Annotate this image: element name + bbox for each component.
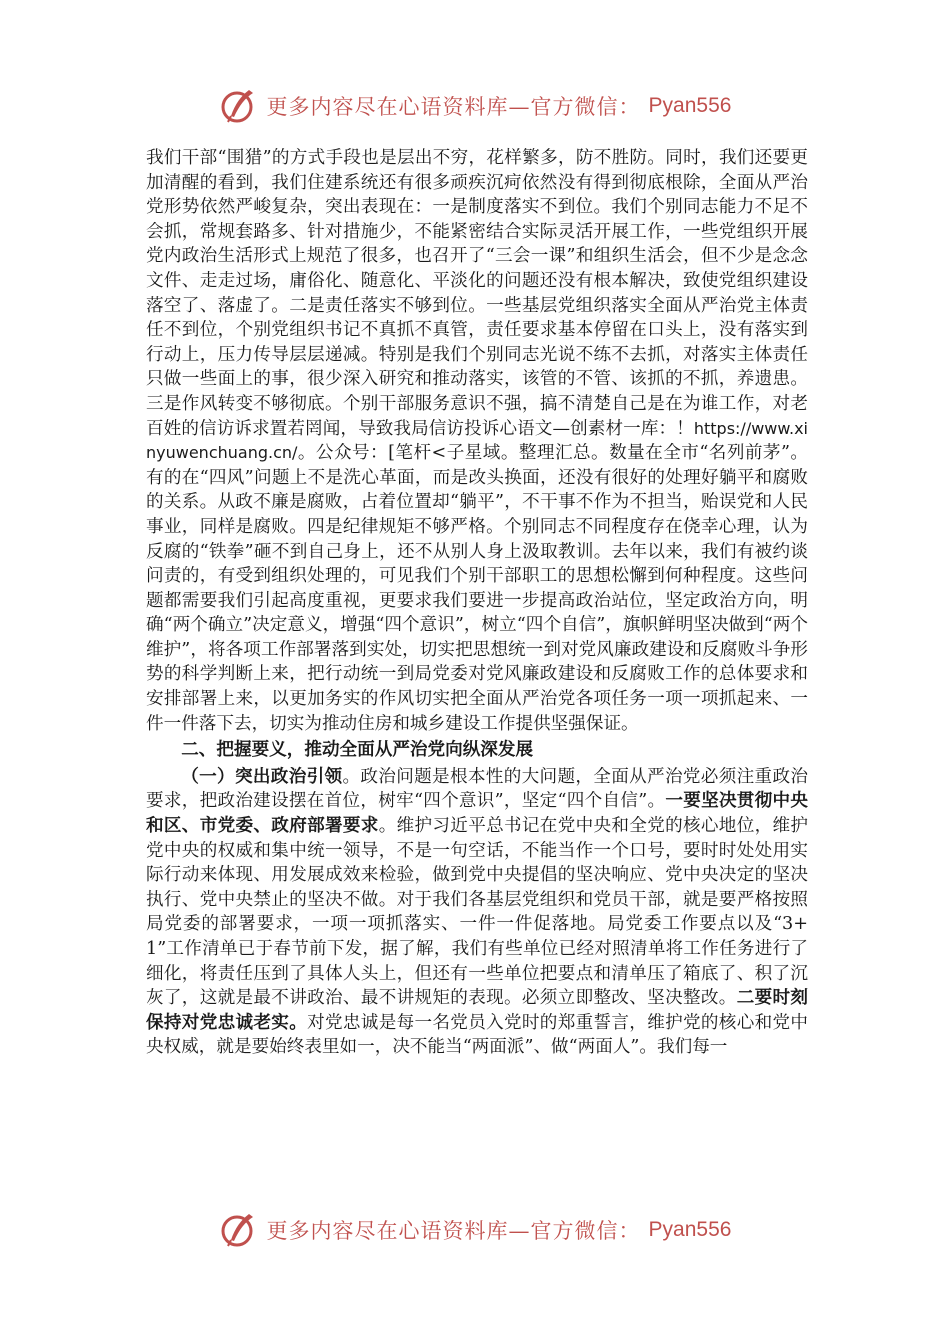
paragraph-text: 。政治问题是根本性的大问题，全面从严治党必须注重政治要求，把政治建设摆在首位，树牢“四个意识”，坚定“四个自信”。 — [146, 766, 808, 812]
section-heading: 二、把握要义，推动全面从严治党向纵深发展 — [181, 739, 534, 761]
banner-wechat-id: Pyan556 — [648, 94, 732, 117]
website-link[interactable]: https://www.xinyuwenchuang.cn/ — [146, 418, 808, 463]
quill-pen-logo-icon — [219, 1210, 259, 1250]
header-banner — [0, 84, 950, 128]
paragraph-text: 我们干部“围猎”的方式手段也是层出不穷，花样繁多，防不胜防。同时，我们还要更加清醒的看到，我们住建系统还有很多顽疾沉疴依然没有得到彻底根除，全面从严治党形势依然严峻复杂，突出表现在：一是制度落实不到位。我们个别同志能力不足不会抓，常规套路多、针对措施少，不能紧密结合实际灵活开展工作，一些党组织开展党内政治生活形式上规范了很多，也召开了“三会一课”和组织生活会，但不少是念念文件、走走过场，庸俗化、随意化、平淡化的问题还没有根本解决，致使党组织建设落空了、落虚了。二是责任落实不够到位。一些基层党组织落实全面从严治党主体责任不到位，个别党组织书记不真抓不真管，责任要求基本停留在口头上，没有落实到行动上，压力传导层层递减。特别是我们个别同志光说不练不去抓，对落实主体责任只做一些面上的事，很少深入研究和推动落实，该管的不管、该抓的不抓，养遗患。三是作风转变不够彻底。个别干部服务意识不强，搞不清楚自己是在为谁工作，对老百姓的信访诉求置若罔闻，导致我局信访投诉心语文—创素材一库：！ — [146, 148, 808, 439]
paragraph-text: 。维护习近平总书记在党中央和全党的核心地位，维护党中央的权威和集中统一领导，不是一句空话，不能当作一个口号，要时时处处用实际行动来体现、用发展成效来检验，做到党中央提倡的坚决响应、党中央决定的坚决执行、党中央禁止的坚决不做。对于我们各基层党组织和党员干部，就是要严格按照局党委的部署要求，一项一项抓落实、一件一件促落地。局党委工作要点以及“3+1”工作清单已于春节前下发，据了解，我们有些单位已经对照清单将工作任务进行了细化，将责任压到了具体人头上，但还有一些单位把要点和清单压了箱底了、积了沉灰了，这就是最不讲政治、最不讲规矩的表现。必须立即整改、坚决整改。 — [146, 816, 808, 1009]
paragraph-text: 对党忠诚是每一名党员入党时的郑重誓言，维护党的核心和党中央权威，就是要始终表里如一，决不能当“两面派”、做“两面人”。我们每一 — [146, 1012, 808, 1058]
quill-pen-logo-icon — [219, 86, 259, 126]
banner-text: 更多内容尽在心语资料库—官方微信： — [266, 95, 641, 119]
paragraph-text: 。公众号：[笔杆<子星域。整理汇总。数量在全市“名列前茅”。有的在“四风”问题上不是洗心革面，而是改头换面，还没有很好的处理好躺平和腐败的关系。从政不廉是腐败，占着位置却“躺平”，不干事不作为不担当，贻误党和人民事业，同样是腐败。四是纪律规矩不够严格。个别同志不同程度存在侥幸心理，认为反腐的“铁拳”砸不到自己身上，还不从别人身上汲取教训。去年以来，我们有被约谈问责的，有受到组织处理的，可见我们个别干部职工的思想松懈到何种程度。这些问题都需要我们引起高度重视，更要求我们要进一步提高政治站位，坚定政治方向，明确“两个确立”决定意义，增强“四个意识”，树立“四个自信”，旗帜鲜明坚决做到“两个维护”，将各项工作部署落到实处，切实把思想统一到对党风廉政建设和反腐败斗争形势的科学判断上来，把行动统一到局党委对党风廉政建设和反腐败工作的总体要求和安排部署上来，以更加务实的作风切实把全面从严治党各项任务一项一项抓起来、一件一件落下去，切实为推动住房和城乡建设工作提供坚强保证。 — [146, 443, 808, 734]
footer-banner — [0, 1208, 950, 1252]
paragraph — [146, 765, 808, 1060]
subheading-inline: （一）突出政治引领 — [181, 765, 343, 787]
paragraph — [146, 146, 808, 736]
document-body — [146, 146, 808, 1060]
subheading-inline: 一要坚决贯彻中央和区、市党委、政府部署要求 — [146, 790, 808, 837]
banner-text: 更多内容尽在心语资料库—官方微信： — [266, 1219, 641, 1243]
banner-wechat-id: Pyan556 — [648, 1218, 732, 1241]
subheading-inline: 二要时刻保持对党忠诚老实。 — [146, 987, 808, 1033]
